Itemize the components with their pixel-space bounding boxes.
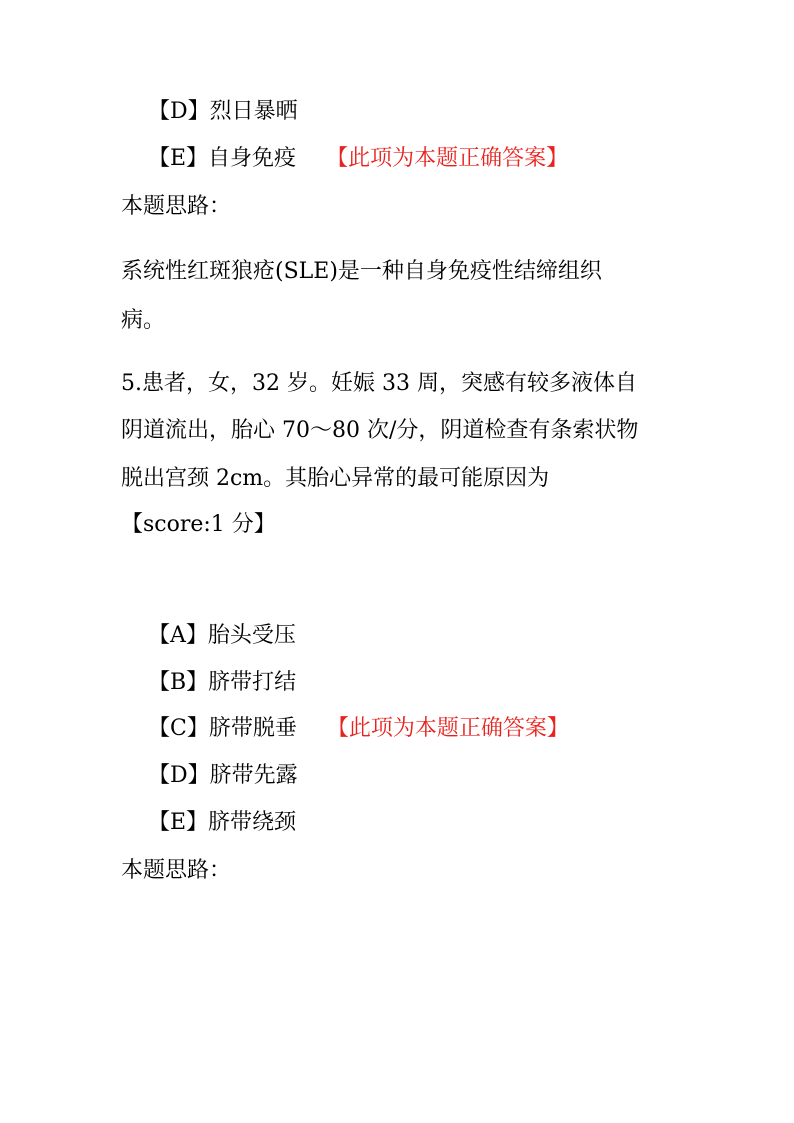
q4-analysis-line: 病。 [121,308,166,333]
option-label: 【A】胎头受压 [148,623,296,648]
correct-answer-tag: 【此项为本题正确答案】 [326,716,569,741]
option-label: 【E】自身免疫 [148,146,297,171]
q5-stem-line: 阴道流出，胎心 70～80 次/分，阴道检查有条索状物 [121,418,639,443]
q5-option-c [148,714,569,744]
option-label: 【C】脐带脱垂 [148,716,297,741]
q4-analysis-heading: 本题思路： [121,194,232,219]
q5-stem-line: 脱出宫颈 2cm。其胎心异常的最可能原因为 [121,466,550,491]
q5-stem-line: 5.患者，女，32 岁。妊娠 33 周，突感有较多液体自 [121,371,637,396]
q5-option-d [148,761,298,791]
q4-option-e [148,144,568,174]
q5-score: 【score:1 分】 [121,512,276,537]
q5-option-b [148,668,296,698]
q5-analysis-heading: 本题思路： [121,858,232,883]
q5-option-e [148,808,296,838]
option-label: 【B】脐带打结 [148,670,297,695]
option-label: 【D】脐带先露 [148,763,298,788]
correct-answer-tag: 【此项为本题正确答案】 [326,146,569,171]
option-label: 【E】脐带绕颈 [148,810,297,835]
q5-option-a [148,621,296,651]
q4-option-d [148,97,298,127]
q4-analysis-line: 系统性红斑狼疮(SLE)是一种自身免疫性结缔组织 [121,259,602,284]
option-label: 【D】烈日暴晒 [148,99,298,124]
